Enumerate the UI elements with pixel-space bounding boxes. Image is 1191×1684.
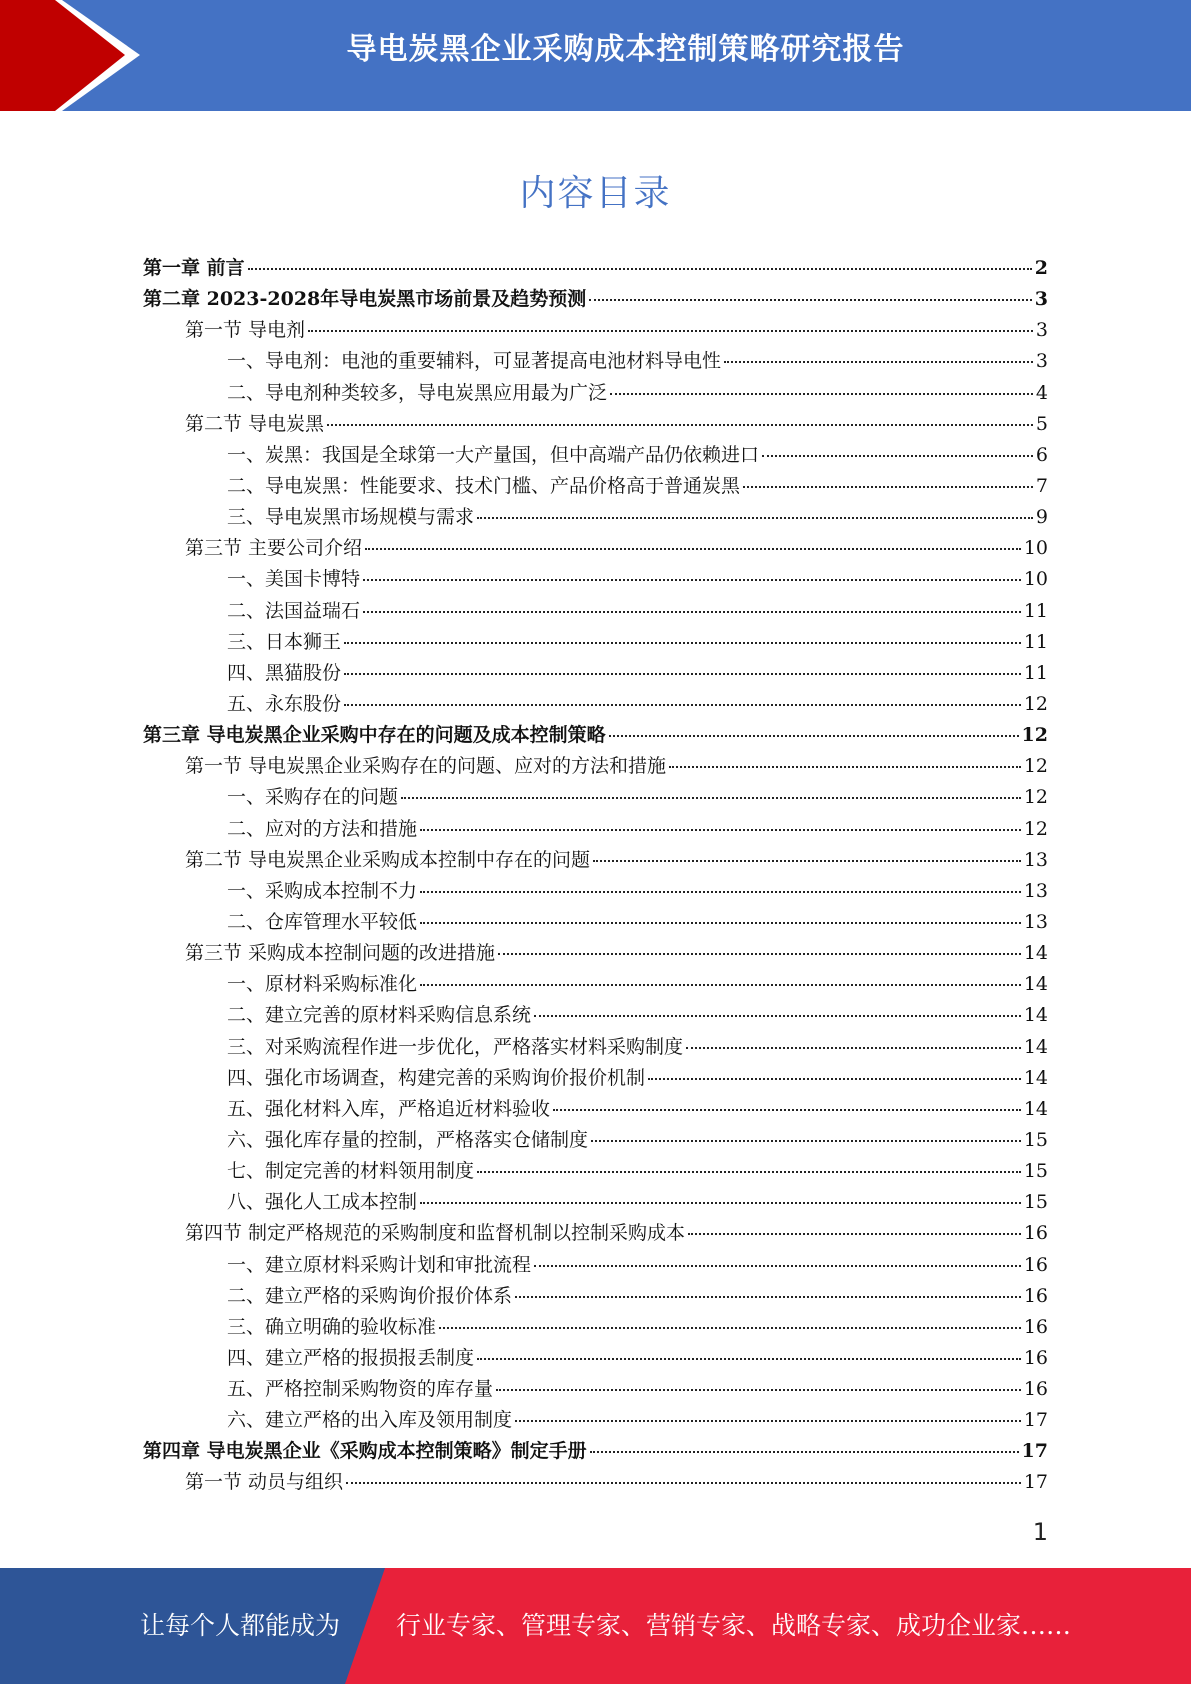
toc-entry-title: 二、建立完善的原材料采购信息系统 bbox=[227, 1004, 532, 1027]
toc-entry[interactable] bbox=[143, 751, 1048, 782]
toc-entry-title: 八、强化人工成本控制 bbox=[227, 1191, 418, 1214]
toc-leader-dots bbox=[344, 642, 1021, 644]
toc-entry-page: 15 bbox=[1023, 1191, 1048, 1214]
toc-entry-page: 4 bbox=[1035, 381, 1048, 404]
toc-entry[interactable] bbox=[143, 907, 1048, 938]
toc-entry-page: 16 bbox=[1023, 1284, 1048, 1307]
toc-leader-dots bbox=[534, 1265, 1021, 1267]
toc-heading: 内容目录 bbox=[519, 173, 672, 214]
toc-entry[interactable] bbox=[143, 845, 1048, 876]
toc-entry-title: 二、应对的方法和措施 bbox=[227, 817, 418, 840]
toc-entry[interactable] bbox=[143, 1467, 1048, 1498]
toc-entry-page: 6 bbox=[1035, 443, 1048, 466]
toc-entry[interactable] bbox=[143, 876, 1048, 907]
toc-entry-page: 15 bbox=[1023, 1128, 1048, 1151]
toc-entry-page: 14 bbox=[1023, 1066, 1048, 1089]
toc-entry[interactable] bbox=[143, 720, 1048, 751]
toc-entry-title: 五、永东股份 bbox=[227, 692, 342, 715]
toc-entry-title: 五、强化材料入库，严格追近材料验收 bbox=[227, 1097, 551, 1120]
toc-entry-title: 第三节 采购成本控制问题的改进措施 bbox=[185, 942, 496, 965]
toc-entry[interactable] bbox=[143, 814, 1048, 845]
toc-entry-page: 16 bbox=[1023, 1253, 1048, 1276]
toc-leader-dots bbox=[610, 393, 1033, 395]
toc-entry[interactable] bbox=[143, 1187, 1048, 1218]
toc-entry-page: 2 bbox=[1034, 257, 1048, 279]
toc-leader-dots bbox=[420, 984, 1021, 986]
toc-leader-dots bbox=[496, 1389, 1021, 1391]
toc-entry-title: 第二节 导电炭黑企业采购成本控制中存在的问题 bbox=[185, 848, 591, 871]
toc-entry[interactable] bbox=[143, 253, 1048, 284]
toc-entry-page: 17 bbox=[1021, 1440, 1048, 1463]
toc-entry-page: 10 bbox=[1023, 568, 1048, 591]
toc-entry[interactable] bbox=[143, 502, 1048, 533]
toc-entry-page: 12 bbox=[1023, 817, 1048, 840]
toc-leader-dots bbox=[344, 704, 1021, 706]
toc-entry-title: 六、建立严格的出入库及领用制度 bbox=[227, 1409, 513, 1432]
toc-entry-page: 3 bbox=[1034, 288, 1048, 311]
toc-entry-title: 五、严格控制采购物资的库存量 bbox=[227, 1378, 494, 1401]
toc-entry-title: 二、导电剂种类较多，导电炭黑应用最为广泛 bbox=[227, 381, 608, 404]
toc-entry-title: 一、采购存在的问题 bbox=[227, 786, 399, 809]
toc-leader-dots bbox=[515, 1420, 1021, 1422]
toc-entry-page: 11 bbox=[1023, 661, 1048, 684]
toc-entry-page: 11 bbox=[1023, 630, 1048, 653]
toc-entry[interactable] bbox=[143, 533, 1048, 564]
toc-entry[interactable] bbox=[143, 1405, 1048, 1436]
toc-entry-title: 四、黑猫股份 bbox=[227, 661, 342, 684]
toc-entry-page: 14 bbox=[1023, 942, 1048, 965]
toc-entry-title: 第一章 前言 bbox=[143, 257, 245, 279]
toc-entry[interactable] bbox=[143, 315, 1048, 346]
toc-entry-page: 12 bbox=[1023, 786, 1048, 809]
toc-entry-page: 14 bbox=[1023, 1035, 1048, 1058]
toc-leader-dots bbox=[346, 1482, 1021, 1484]
toc-leader-dots bbox=[363, 579, 1021, 581]
toc-leader-dots bbox=[327, 424, 1033, 426]
page-header bbox=[0, 0, 1191, 111]
toc-entry-page: 16 bbox=[1023, 1222, 1048, 1245]
toc-entry[interactable] bbox=[143, 284, 1048, 315]
toc-entry-title: 三、对采购流程作进一步优化，严格落实材料采购制度 bbox=[227, 1035, 684, 1058]
toc-entry-page: 14 bbox=[1023, 1004, 1048, 1027]
toc-entry-title: 二、建立严格的采购询价报价体系 bbox=[227, 1284, 513, 1307]
toc-entry-title: 第二章 2023-2028年导电炭黑市场前景及趋势预测 bbox=[143, 288, 587, 311]
toc-entry-page: 16 bbox=[1023, 1378, 1048, 1401]
toc-entry-title: 六、强化库存量的控制，严格落实仓储制度 bbox=[227, 1128, 589, 1151]
footer-slogan-left: 让每个人都能成为 bbox=[140, 1611, 341, 1640]
toc-entry[interactable] bbox=[143, 1436, 1048, 1467]
toc-entry-title: 二、仓库管理水平较低 bbox=[227, 910, 418, 933]
toc-entry-title: 一、采购成本控制不力 bbox=[227, 879, 418, 902]
toc-entry-page: 7 bbox=[1035, 474, 1048, 497]
toc-entry-page: 14 bbox=[1023, 1097, 1048, 1120]
toc-entry-page: 3 bbox=[1035, 319, 1048, 342]
toc-leader-dots bbox=[420, 1202, 1021, 1204]
toc-leader-dots bbox=[420, 891, 1021, 893]
toc-entry-page: 14 bbox=[1023, 973, 1048, 996]
toc-entry[interactable] bbox=[143, 1343, 1048, 1374]
toc-leader-dots bbox=[498, 953, 1021, 955]
toc-entry[interactable] bbox=[143, 782, 1048, 813]
footer-slogan-right: 行业专家、管理专家、营销专家、战略专家、成功企业家…… bbox=[396, 1611, 1072, 1640]
toc-entry-title: 三、确立明确的验收标准 bbox=[227, 1315, 437, 1338]
toc-leader-dots bbox=[591, 1140, 1021, 1142]
toc-entry[interactable] bbox=[143, 1032, 1048, 1063]
toc-entry-title: 七、制定完善的材料领用制度 bbox=[227, 1160, 475, 1183]
toc-leader-dots bbox=[363, 611, 1021, 613]
toc-entry-page: 15 bbox=[1023, 1160, 1048, 1183]
toc-entry[interactable] bbox=[143, 346, 1048, 377]
toc-entry-title: 第三章 导电炭黑企业采购中存在的问题及成本控制策略 bbox=[143, 724, 606, 747]
toc-leader-dots bbox=[515, 1296, 1021, 1298]
toc-entry[interactable] bbox=[143, 1218, 1048, 1249]
toc-leader-dots bbox=[420, 922, 1021, 924]
toc-entry-page: 10 bbox=[1023, 537, 1048, 560]
toc-entry-title: 第四节 制定严格规范的采购制度和监督机制以控制采购成本 bbox=[185, 1222, 686, 1245]
toc-leader-dots bbox=[648, 1078, 1021, 1080]
toc-leader-dots bbox=[590, 1451, 1019, 1453]
toc-leader-dots bbox=[589, 299, 1032, 301]
toc-entry[interactable] bbox=[143, 1312, 1048, 1343]
toc-entry[interactable] bbox=[143, 378, 1048, 409]
toc-entry[interactable] bbox=[143, 969, 1048, 1000]
toc-entry[interactable] bbox=[143, 627, 1048, 658]
table-of-contents bbox=[143, 253, 1048, 1499]
page-number: 1 bbox=[1032, 1518, 1048, 1546]
toc-entry[interactable] bbox=[143, 596, 1048, 627]
toc-entry-title: 第一节 导电炭黑企业采购存在的问题、应对的方法和措施 bbox=[185, 755, 667, 778]
toc-entry[interactable] bbox=[143, 1250, 1048, 1281]
toc-entry-page: 17 bbox=[1023, 1471, 1048, 1494]
toc-entry-title: 四、强化市场调查，构建完善的采购询价报价机制 bbox=[227, 1066, 646, 1089]
toc-entry[interactable] bbox=[143, 1063, 1048, 1094]
toc-entry-title: 第三节 主要公司介绍 bbox=[185, 537, 363, 560]
toc-entry[interactable] bbox=[143, 1094, 1048, 1125]
toc-leader-dots bbox=[688, 1233, 1021, 1235]
toc-entry-page: 9 bbox=[1035, 506, 1048, 529]
toc-leader-dots bbox=[308, 330, 1033, 332]
toc-leader-dots bbox=[477, 1171, 1021, 1173]
toc-entry[interactable] bbox=[143, 658, 1048, 689]
toc-entry[interactable] bbox=[143, 409, 1048, 440]
toc-entry[interactable] bbox=[143, 471, 1048, 502]
toc-leader-dots bbox=[420, 829, 1021, 831]
toc-entry-page: 16 bbox=[1023, 1315, 1048, 1338]
toc-entry[interactable] bbox=[143, 564, 1048, 595]
toc-leader-dots bbox=[724, 361, 1033, 363]
toc-entry-title: 第一节 导电剂 bbox=[185, 319, 306, 342]
toc-entry-title: 二、法国益瑞石 bbox=[227, 599, 361, 622]
toc-entry-title: 第一节 动员与组织 bbox=[185, 1471, 344, 1494]
toc-leader-dots bbox=[669, 766, 1021, 768]
toc-entry-title: 二、导电炭黑：性能要求、技术门槛、产品价格高于普通炭黑 bbox=[227, 474, 741, 497]
page-footer bbox=[0, 1568, 1191, 1684]
toc-leader-dots bbox=[593, 860, 1021, 862]
toc-entry[interactable] bbox=[143, 1000, 1048, 1031]
toc-entry-page: 13 bbox=[1023, 879, 1048, 902]
toc-entry-title: 四、建立严格的报损报丢制度 bbox=[227, 1346, 475, 1369]
toc-entry-page: 3 bbox=[1035, 350, 1048, 373]
toc-entry-title: 一、炭黑：我国是全球第一大产量国，但中高端产品仍依赖进口 bbox=[227, 443, 760, 466]
toc-leader-dots bbox=[477, 1358, 1021, 1360]
toc-leader-dots bbox=[686, 1047, 1021, 1049]
toc-leader-dots bbox=[344, 673, 1021, 675]
toc-entry-title: 三、日本狮王 bbox=[227, 630, 342, 653]
toc-entry-page: 16 bbox=[1023, 1346, 1048, 1369]
toc-leader-dots bbox=[439, 1327, 1021, 1329]
toc-entry-title: 第二节 导电炭黑 bbox=[185, 412, 325, 435]
report-title: 导电炭黑企业采购成本控制策略研究报告 bbox=[346, 32, 905, 67]
toc-entry-title: 一、建立原材料采购计划和审批流程 bbox=[227, 1253, 532, 1276]
toc-entry-page: 12 bbox=[1023, 755, 1048, 778]
toc-entry[interactable] bbox=[143, 938, 1048, 969]
toc-entry-title: 第四章 导电炭黑企业《采购成本控制策略》制定手册 bbox=[143, 1440, 587, 1463]
toc-leader-dots bbox=[248, 268, 1032, 270]
toc-entry-page: 5 bbox=[1035, 412, 1048, 435]
toc-entry-title: 三、导电炭黑市场规模与需求 bbox=[227, 506, 475, 529]
toc-entry-page: 17 bbox=[1023, 1409, 1048, 1432]
toc-leader-dots bbox=[365, 548, 1021, 550]
toc-entry[interactable] bbox=[143, 1125, 1048, 1156]
toc-entry-page: 12 bbox=[1023, 692, 1048, 715]
toc-entry-page: 13 bbox=[1023, 848, 1048, 871]
toc-entry-page: 12 bbox=[1021, 724, 1048, 747]
toc-leader-dots bbox=[477, 517, 1033, 519]
toc-entry-title: 一、导电剂：电池的重要辅料，可显著提高电池材料导电性 bbox=[227, 350, 722, 373]
toc-leader-dots bbox=[534, 1015, 1021, 1017]
toc-leader-dots bbox=[609, 735, 1019, 737]
toc-entry-title: 一、原材料采购标准化 bbox=[227, 973, 418, 996]
toc-entry-page: 11 bbox=[1023, 599, 1048, 622]
toc-leader-dots bbox=[762, 455, 1033, 457]
toc-entry[interactable] bbox=[143, 1156, 1048, 1187]
toc-entry[interactable] bbox=[143, 440, 1048, 471]
toc-entry[interactable] bbox=[143, 1281, 1048, 1312]
toc-leader-dots bbox=[401, 797, 1021, 799]
toc-leader-dots bbox=[553, 1109, 1021, 1111]
toc-leader-dots bbox=[743, 486, 1033, 488]
toc-entry-page: 13 bbox=[1023, 910, 1048, 933]
toc-entry-title: 一、美国卡博特 bbox=[227, 568, 361, 591]
toc-entry[interactable] bbox=[143, 689, 1048, 720]
toc-entry[interactable] bbox=[143, 1374, 1048, 1405]
